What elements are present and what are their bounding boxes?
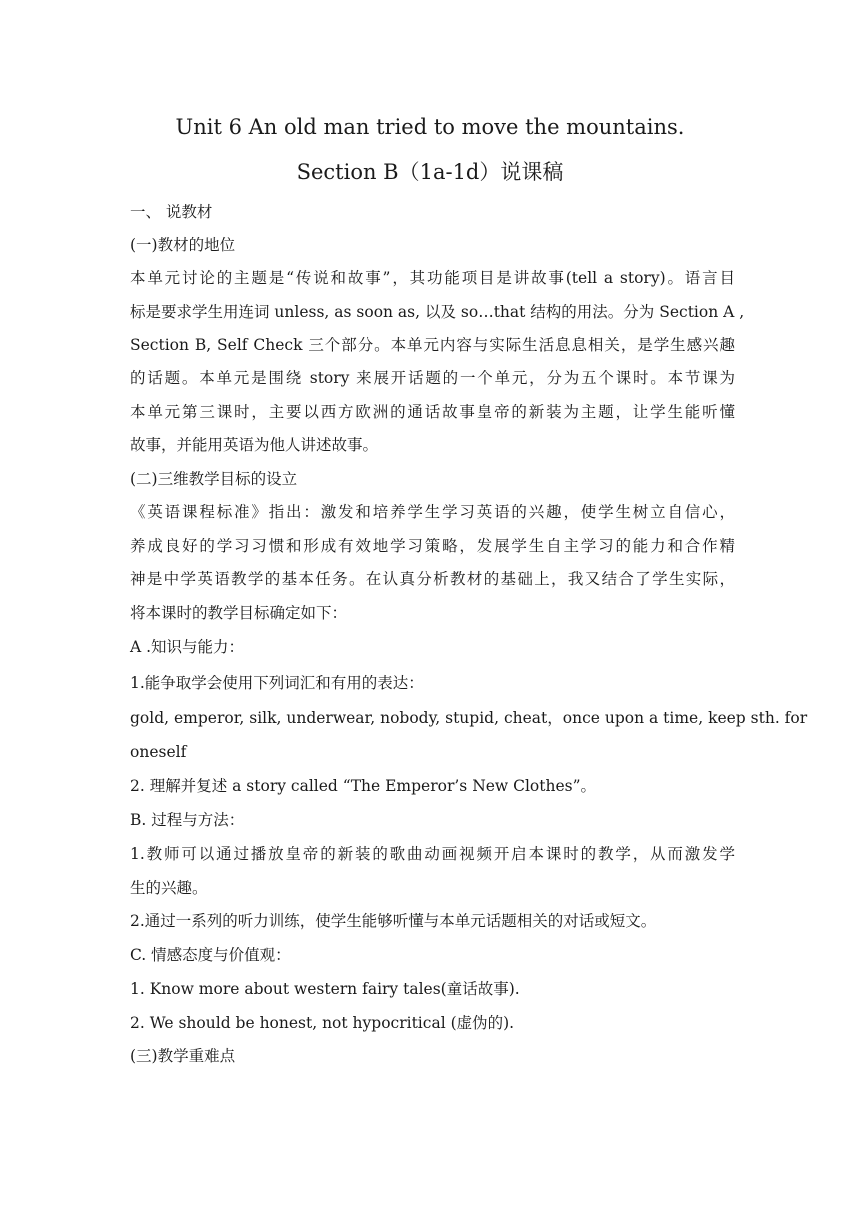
paragraph-line: 养成良好的学习习惯和形成有效地学习策略，发展学生自主学习的能力和合作精 bbox=[130, 537, 735, 555]
list-item: 生的兴趣。 bbox=[130, 879, 208, 897]
subsection-heading: (二)三维教学目标的设立 bbox=[130, 470, 298, 488]
paragraph-line: 故事，并能用英语为他人讲述故事。 bbox=[130, 436, 379, 454]
vocabulary-line: oneself bbox=[130, 743, 187, 761]
list-item: 2. We should be honest, not hypocritical (虚伪的). bbox=[130, 1014, 515, 1032]
list-item: 2.通过一系列的听力训练，使学生能够听懂与本单元话题相关的对话或短文。 bbox=[130, 912, 657, 930]
subsection-heading: (三)教学重难点 bbox=[130, 1047, 236, 1065]
list-item: 1. Know more about western fairy tales(童话故事). bbox=[130, 980, 520, 998]
list-item: 1.能争取学会使用下列词汇和有用的表达： bbox=[130, 674, 424, 692]
list-item: 1.教师可以通过播放皇帝的新装的歌曲动画视频开启本课时的教学，从而激发学 bbox=[130, 845, 735, 863]
document-subtitle: Section B（1a-1d）说课稿 bbox=[296, 160, 564, 184]
paragraph-line: 《英语课程标准》指出：激发和培养学生学习英语的兴趣，使学生树立自信心， bbox=[130, 503, 735, 521]
list-heading: B. 过程与方法： bbox=[130, 811, 245, 829]
paragraph-line: 本单元第三课时，主要以西方欧洲的通话故事皇帝的新装为主题，让学生能听懂 bbox=[130, 403, 735, 421]
vocabulary-line: gold, emperor, silk, underwear, nobody, stupid, cheat，once upon a time, keep sth. for bbox=[130, 709, 808, 727]
paragraph-line: 的话题。本单元是围绕 story 来展开话题的一个单元，分为五个课时。本节课为 bbox=[130, 369, 735, 387]
list-heading: A .知识与能力： bbox=[130, 638, 245, 656]
subsection-heading: (一)教材的地位 bbox=[130, 236, 236, 254]
paragraph-line: 将本课时的教学目标确定如下： bbox=[130, 604, 348, 622]
paragraph-line: Section B, Self Check 三个部分。本单元内容与实际生活息息相关，是学生感兴趣 bbox=[130, 336, 735, 354]
paragraph-line: 标是要求学生用连词 unless, as soon as, 以及 so…that 结构的用法。分为 Section A , bbox=[130, 303, 745, 321]
document-title: Unit 6 An old man tried to move the mountains. bbox=[175, 115, 685, 139]
paragraph-line: 本单元讨论的主题是“传说和故事”，其功能项目是讲故事(tell a story)。语言目 bbox=[130, 269, 735, 287]
list-item: 2. 理解并复述 a story called “The Emperor’s New Clothes”。 bbox=[130, 777, 597, 795]
section-heading: 一、 说教材 bbox=[130, 203, 213, 221]
list-heading: C. 情感态度与价值观： bbox=[130, 946, 291, 964]
paragraph-line: 神是中学英语教学的基本任务。在认真分析教材的基础上，我又结合了学生实际， bbox=[130, 570, 735, 588]
